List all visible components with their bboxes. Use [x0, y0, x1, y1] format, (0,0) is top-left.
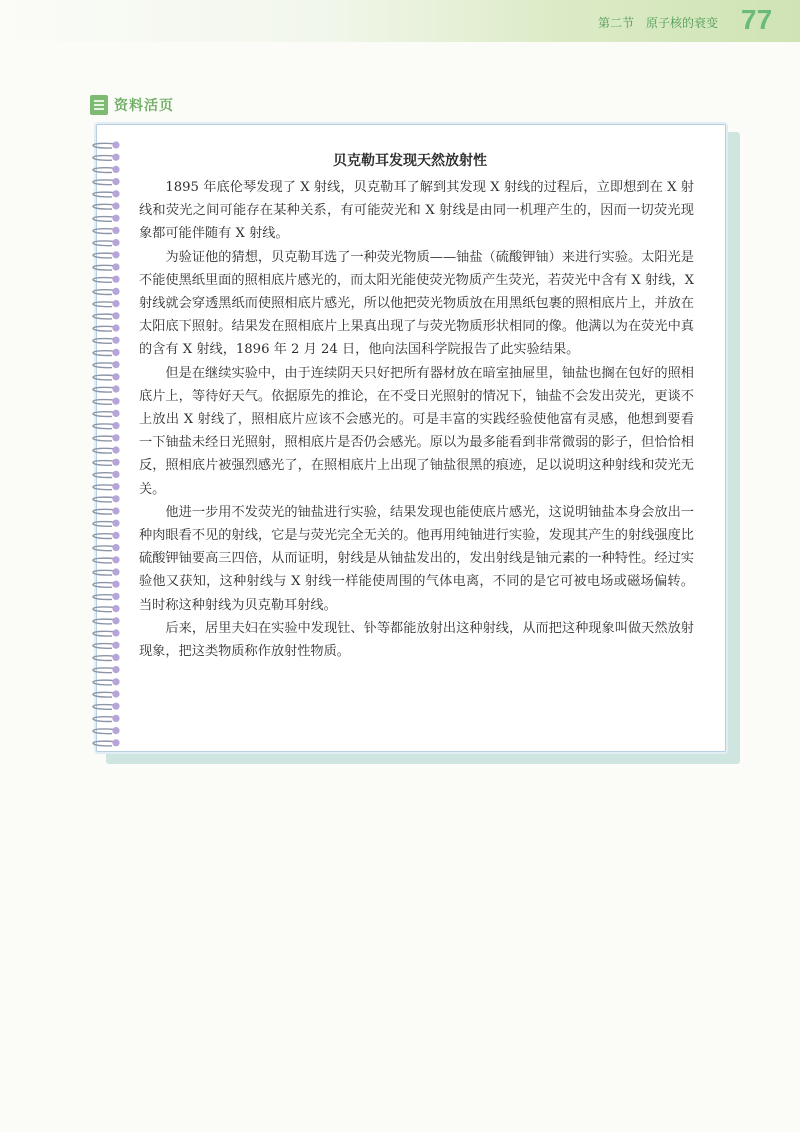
spiral-hole [112, 520, 119, 527]
spiral-hole [112, 532, 119, 539]
spiral-hole [112, 410, 119, 417]
page-header [0, 0, 800, 42]
spiral-hole [112, 239, 119, 246]
spiral-hole [112, 300, 119, 307]
spiral-hole [112, 373, 119, 380]
spiral-hole [112, 190, 119, 197]
article-title: 贝克勒耳发现天然放射性 [333, 153, 487, 169]
spiral-hole [112, 361, 119, 368]
spiral-hole [112, 288, 119, 295]
spiral-hole [112, 166, 119, 173]
spiral-hole [112, 727, 119, 734]
spiral-hole [112, 690, 119, 697]
spiral-hole [112, 581, 119, 588]
spiral-hole [112, 666, 119, 673]
spiral-hole [112, 202, 119, 209]
spiral-hole [112, 141, 119, 148]
spiral-hole [112, 629, 119, 636]
article-body [139, 176, 694, 663]
paragraph: 后来，居里夫妇在实验中发现钍、钋等都能放射出这种射线，从而把这种现象叫做天然放射现象，把这类物质称作放射性物质。 [139, 620, 694, 660]
spiral-hole [112, 556, 119, 563]
spiral-hole [112, 154, 119, 161]
spiral-hole [112, 507, 119, 514]
spiral-hole [112, 544, 119, 551]
spiral-hole [112, 459, 119, 466]
spiral-hole [112, 703, 119, 710]
spiral-hole [112, 398, 119, 405]
spiral-hole [112, 178, 119, 185]
paragraph: 但是在继续实验中，由于连续阴天只好把所有器材放在暗室抽屉里，铀盐也搁在包好的照相底片上，等待好天气。依据原先的推论，在不受日光照射的情况下，铀盐不会发出荧光，更谈不上放出 X 射线了，照相底片应该不会感光的。可是丰富的实践经验使他富有灵感，他想到要看一下铀盐未经日光照射，照相底片是否仍会感光。原以为最多能看到非常微弱的影子，但恰恰相反，照相底片被强烈感光了，在照相底片上出现了铀盐很黑的痕迹，足以说明这种射线和荧光无关。 [139, 365, 694, 497]
paragraph: 他进一步用不发荧光的铀盐进行实验，结果发现也能使底片感光，这说明铀盐本身会放出一种肉眼看不见的射线，它是与荧光完全无关的。他再用纯铀进行实验，发现其产生的射线强度比硫酸钾铀要高三四倍，从而证明，射线是从铀盐发出的，发出射线是铀元素的一种特性。经过实验他又获知，这种射线与 X 射线一样能使周围的气体电离，不同的是它可被电场或磁场偏转。当时称这种射线为贝克勒耳射线。 [139, 504, 694, 613]
spiral-hole [112, 434, 119, 441]
spiral-hole [112, 593, 119, 600]
spiral-hole [112, 251, 119, 258]
paragraph: 为验证他的猜想，贝克勒耳选了一种荧光物质——铀盐（硫酸钾铀）来进行实验。太阳光是不能使黑纸里面的照相底片感光的，而太阳光能使荧光物质产生荧光，若荧光中含有 X 射线，X 射线就会穿透黑纸而使照相底片感光，所以他把荧光物质放在用黑纸包裹的照相底片上，并放在太阳底下照射。结果发在照相底片上果真出现了与荧光物质形状相同的像。他满以为在荧光中真的含有 X 射线，1896 年 2 月 24 日，他向法国科学院报告了此实验结果。 [139, 249, 694, 358]
spiral-hole [112, 227, 119, 234]
spiral-hole [112, 642, 119, 649]
spiral-hole [112, 446, 119, 453]
section-label [90, 94, 174, 116]
spiral-binding-icon [82, 138, 126, 758]
book-icon [90, 95, 108, 115]
spiral-hole [112, 617, 119, 624]
page-number: 77 [741, 4, 773, 35]
spiral-hole [112, 495, 119, 502]
spiral-hole [112, 568, 119, 575]
chapter-section-title: 第二节 原子核的衰变 [598, 16, 719, 30]
spiral-hole [112, 263, 119, 270]
spiral-hole [112, 324, 119, 331]
spiral-hole [112, 276, 119, 283]
spiral-hole [112, 215, 119, 222]
spiral-hole [112, 678, 119, 685]
spiral-hole [112, 471, 119, 478]
spiral-hole [112, 422, 119, 429]
spiral-hole [112, 739, 119, 746]
spiral-hole [112, 654, 119, 661]
spiral-hole [112, 385, 119, 392]
section-label-text: 资料活页 [114, 98, 174, 114]
spiral-hole [112, 483, 119, 490]
paragraph: 1895 年底伦琴发现了 X 射线，贝克勒耳了解到其发现 X 射线的过程后，立即想到在 X 射线和荧光之间可能存在某种关系，有可能荧光和 X 射线是由同一机理产生的，因而一切荧光现象都可能伴随有 X 射线。 [139, 180, 694, 242]
spiral-hole [112, 715, 119, 722]
spiral-hole [112, 312, 119, 319]
spiral-hole [112, 605, 119, 612]
spiral-hole [112, 337, 119, 344]
spiral-hole [112, 349, 119, 356]
